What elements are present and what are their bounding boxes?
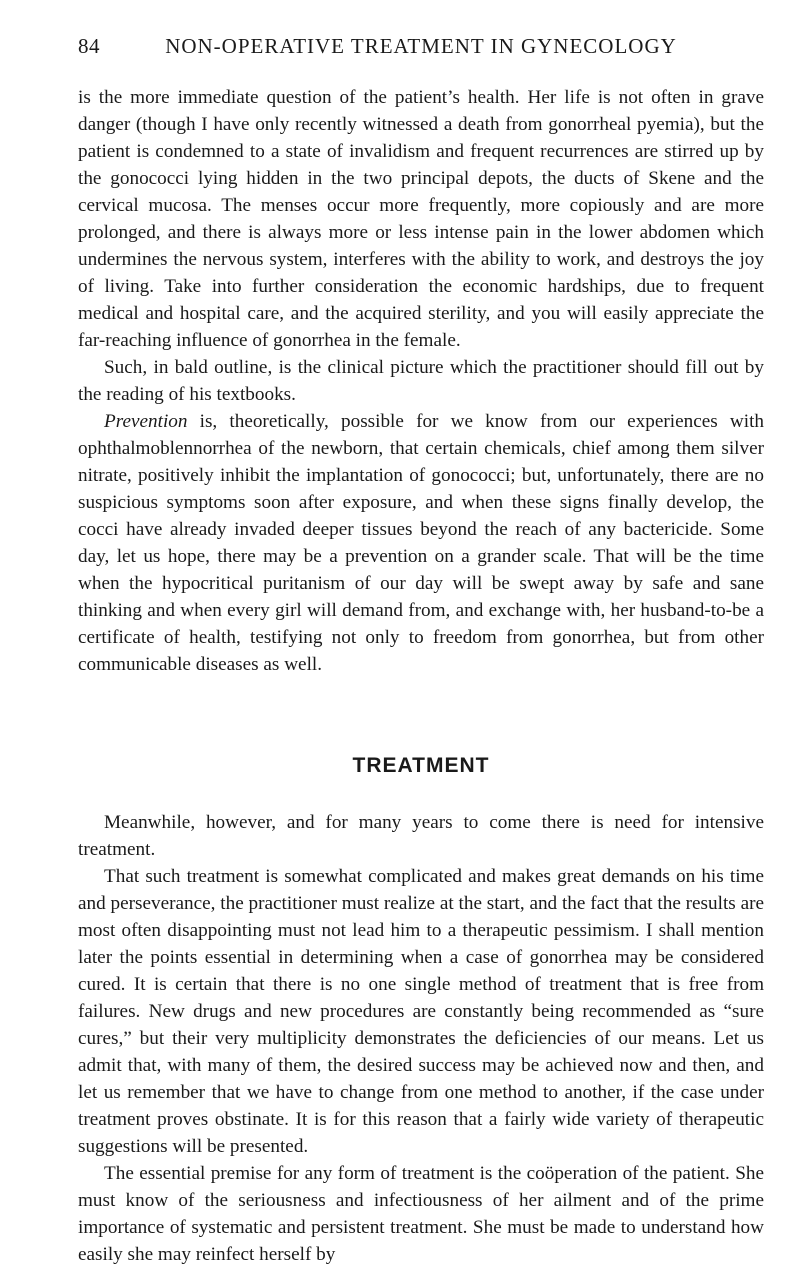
prevention-text: is, theoretically, possible for we know from our experiences with ophthalmoblennorrhea of the newborn, that certain chemicals, chief among them silver nitrate, positively inhibit the implantation of gonococci; but, unfortunately, there are no suspicious symptoms soon after exposure, and when these signs finally develop, the cocci have already invaded deeper tissues beyond the reach of any bactericide. Some day, let us hope, there may be a prevention on a grander scale. That will be the time when the hypocritical puritanism of our day will be swept away by safe and sane thinking and when every girl will demand from, and exchange with, her husband-to-be a certificate of health, testifying not only to freedom from gonorrhea, but from other communicable diseases as well.	[78, 411, 764, 675]
paragraph-health: is the more immediate question of the patient’s health. Her life is not often in grave danger (though I have only recently witnessed a death from gonorrheal pyemia), but the patient is condemned to a state of invalidism and frequent recurrences are stirred up by the gonococci lying hidden in the two principal depots, the ducts of Skene and the cervical mucosa. The menses occur more frequently, more copiously and are more prolonged, and there is always more or less intense pain in the lower abdomen which undermines the nervous system, interferes with the ability to work, and destroys the joy of living. Take into further consideration the economic hardships, due to frequent medical and hospital care, and the acquired sterility, and you will easily appreciate the far-reaching influence of gonorrhea in the female.	[78, 87, 764, 351]
running-head: NON-OPERATIVE TREATMENT IN GYNECOLOGY	[165, 34, 677, 58]
section-heading-treatment: TREATMENT	[352, 754, 490, 777]
body-text	[78, 84, 764, 1268]
page-number: 84	[78, 34, 100, 58]
prevention-lead-word: Prevention	[104, 411, 188, 432]
paragraph-prevention	[78, 408, 764, 678]
paragraph-clinical-picture: Such, in bald outline, is the clinical picture which the practitioner should fill out by the reading of his textbooks.	[78, 357, 764, 405]
page-header	[78, 34, 764, 64]
paragraph-intensive-treatment: Meanwhile, however, and for many years to come there is need for intensive treatment.	[78, 812, 764, 860]
paragraph-cooperation: The essential premise for any form of treatment is the coöperation of the patient. She must know of the seriousness and infectiousness of her ailment and of the prime importance of systematic and persistent treatment. She must be made to understand how easily she may reinfect herself by	[78, 1163, 764, 1265]
paragraph-treatment-complicated: That such treatment is somewhat complicated and makes great demands on his time and perseverance, the practitioner must realize at the start, and the fact that the results are most often disappointing must not lead him to a therapeutic pessimism. I shall mention later the points essential in determining when a case of gonorrhea may be considered cured. It is certain that there is no one single method of treatment that is free from failures. New drugs and new procedures are constantly being recommended as “sure cures,” but their very multiplicity demonstrates the deficiencies of our means. Let us admit that, with many of them, the desired success may be achieved now and then, and let us remember that we have to change from one method to another, if the case under treatment proves obstinate. It is for this reason that a fairly wide variety of therapeutic suggestions will be presented.	[78, 866, 764, 1157]
